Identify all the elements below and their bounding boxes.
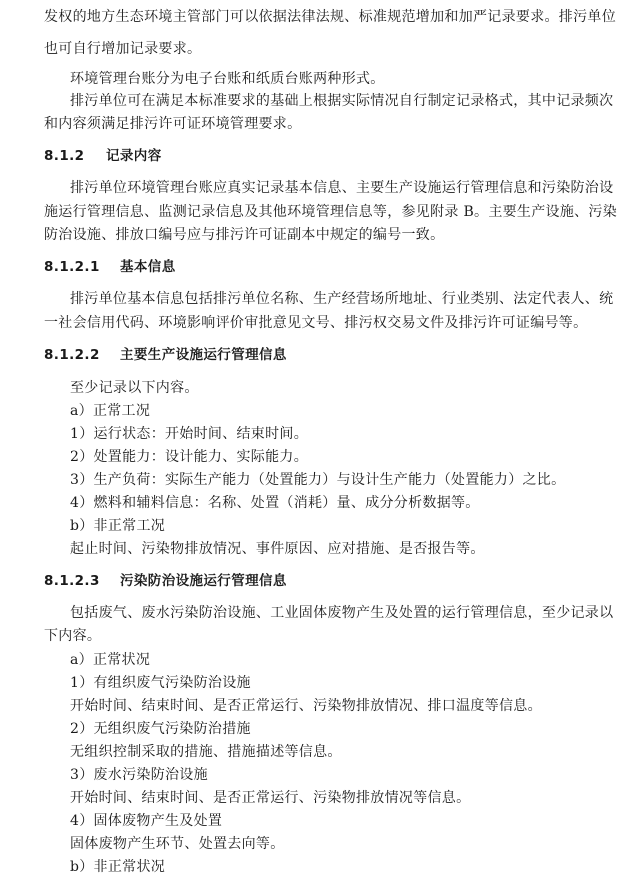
list-item: b）非正常状况 <box>70 859 166 875</box>
section-title: 基本信息 <box>120 259 176 275</box>
paragraph-line: 施运行管理信息、监测记录信息及其他环境管理信息等，参见附录 B。主要生产设施、污染 <box>44 204 618 220</box>
paragraph-line: 和内容须满足排污许可证环境管理要求。 <box>44 116 302 132</box>
paragraph-line: 一社会信用代码、环境影响评价审批意见文号、排污权交易文件及排污许可证编号等。 <box>44 315 588 331</box>
list-item-detail: 固体废物产生环节、处置去向等。 <box>70 836 285 852</box>
list-item: 3）废水污染防治设施 <box>70 767 208 783</box>
section-heading-8-1-2-3 <box>44 572 287 590</box>
section-title: 主要生产设施运行管理信息 <box>120 347 287 363</box>
section-number: 8.1.2.3 <box>44 573 100 589</box>
paragraph-line: 防治设施、排放口编号应与排污许可证副本中规定的编号一致。 <box>44 227 445 243</box>
list-item: 2）无组织废气污染防治措施 <box>70 721 251 737</box>
paragraph-line: 排污单位基本信息包括排污单位名称、生产经营场所地址、行业类别、法定代表人、统 <box>70 291 614 307</box>
list-item: 3）生产负荷：实际生产能力（处置能力）与设计生产能力（处置能力）之比。 <box>70 472 566 488</box>
paragraph-line: 排污单位环境管理台账应真实记录基本信息、主要生产设施运行管理信息和污染防治设 <box>70 180 614 196</box>
section-number: 8.1.2 <box>44 148 85 164</box>
paragraph-line: 也可自行增加记录要求。 <box>44 41 202 57</box>
paragraph: 至少记录以下内容。 <box>70 380 199 396</box>
list-item: b）非正常工况 <box>70 518 166 534</box>
paragraph: 环境管理台账分为电子台账和纸质台账两种形式。 <box>70 71 385 87</box>
paragraph-line: 包括废气、废水污染防治设施、工业固体废物产生及处置的运行管理信息，至少记录以 <box>70 605 614 621</box>
list-item: a）正常状况 <box>70 652 151 668</box>
section-heading-8-1-2-1 <box>44 258 176 276</box>
list-item: 4）燃料和辅料信息：名称、处置（消耗）量、成分分析数据等。 <box>70 495 480 511</box>
list-item: a）正常工况 <box>70 403 151 419</box>
section-number: 8.1.2.2 <box>44 347 100 363</box>
section-title: 污染防治设施运行管理信息 <box>120 573 287 589</box>
list-item: 4）固体废物产生及处置 <box>70 813 223 829</box>
list-item-detail: 无组织控制采取的措施、措施描述等信息。 <box>70 744 342 760</box>
paragraph: 起止时间、污染物排放情况、事件原因、应对措施、是否报告等。 <box>70 541 485 557</box>
list-item: 2）处置能力：设计能力、实际能力。 <box>70 449 309 465</box>
section-number: 8.1.2.1 <box>44 259 100 275</box>
section-title: 记录内容 <box>106 148 162 164</box>
paragraph-line: 下内容。 <box>44 628 102 644</box>
paragraph-line: 发权的地方生态环境主管部门可以依据法律法规、标准规范增加和加严记录要求。排污单位 <box>44 9 616 25</box>
list-item-detail: 开始时间、结束时间、是否正常运行、污染物排放情况、排口温度等信息。 <box>70 698 542 714</box>
section-heading-8-1-2 <box>44 147 162 165</box>
list-item-detail: 开始时间、结束时间、是否正常运行、污染物排放情况等信息。 <box>70 790 471 806</box>
list-item: 1）有组织废气污染防治设施 <box>70 675 251 691</box>
paragraph-line: 排污单位可在满足本标准要求的基础上根据实际情况自行制定记录格式，其中记录频次 <box>70 93 614 109</box>
section-heading-8-1-2-2 <box>44 346 287 364</box>
list-item: 1）运行状态：开始时间、结束时间。 <box>70 426 309 442</box>
